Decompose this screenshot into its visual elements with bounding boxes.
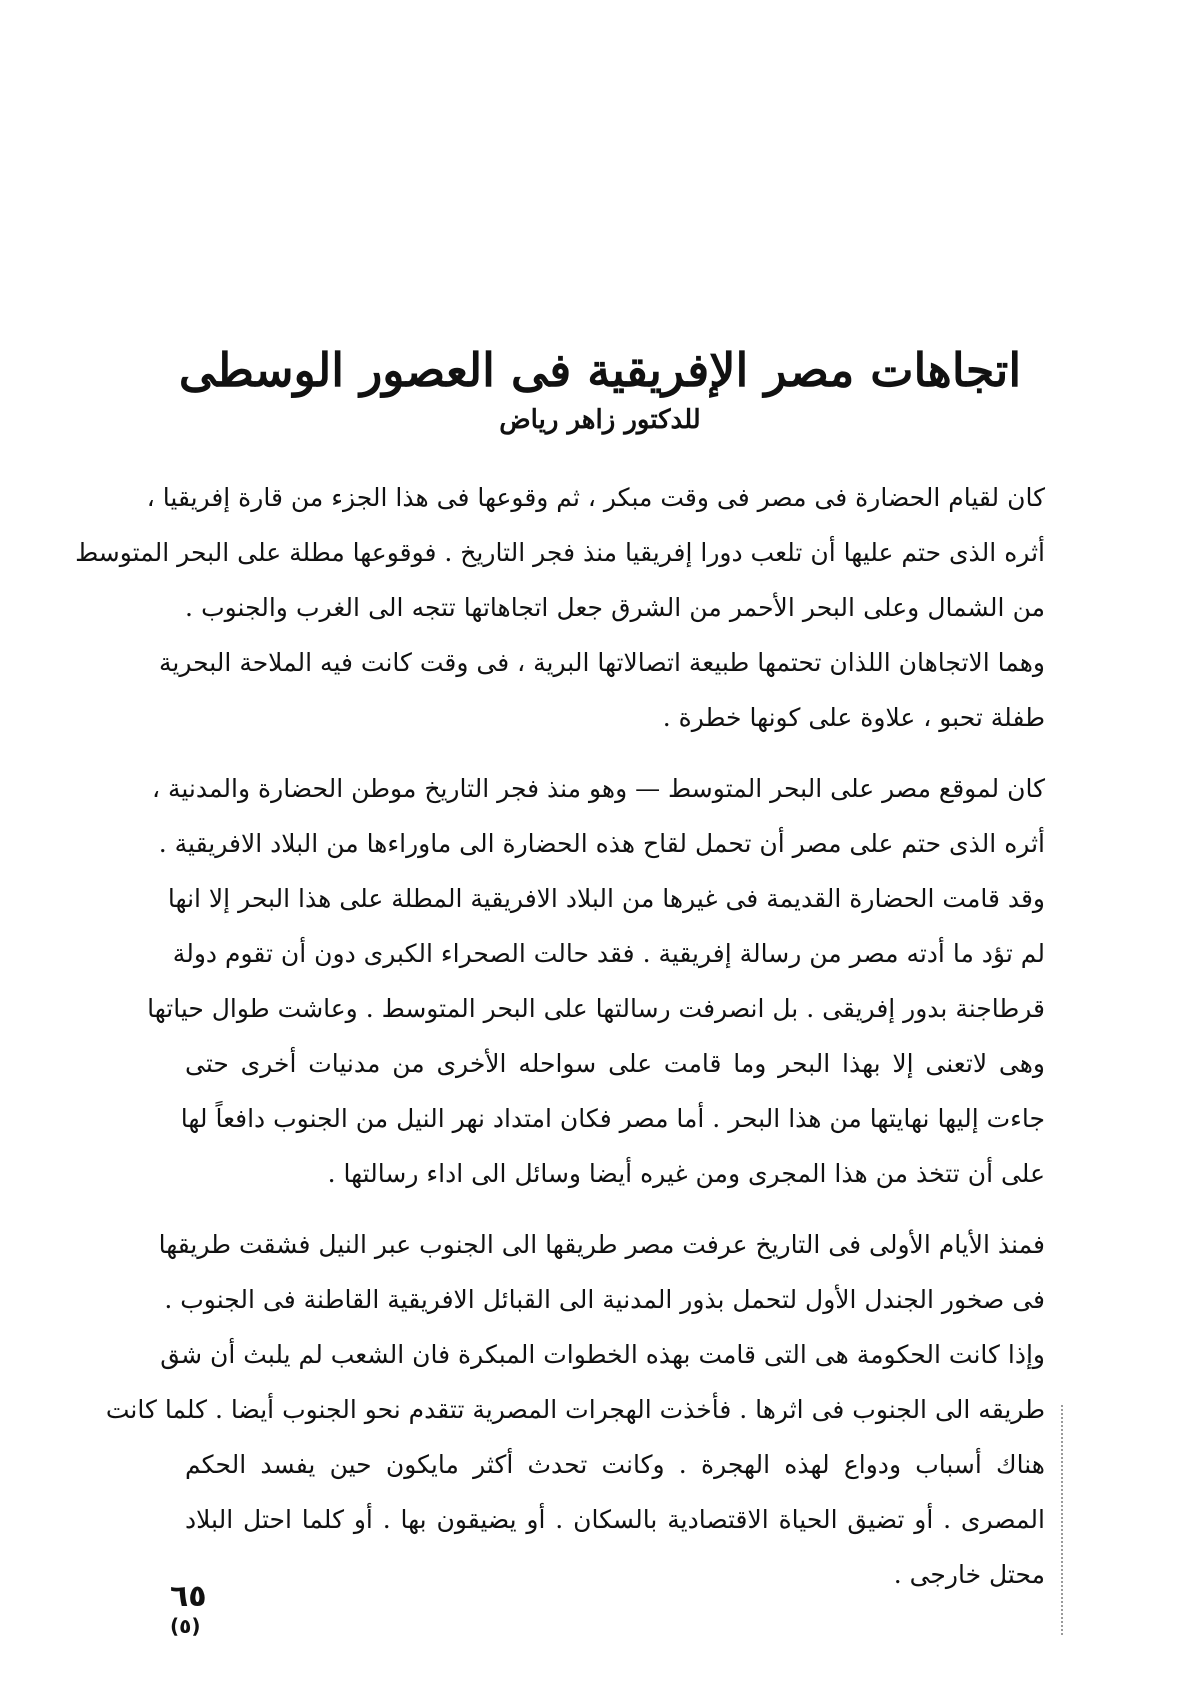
text-line: على أن تتخذ من هذا المجرى ومن غيره أيضا وسائل الى اداء رسالتها .	[327, 1159, 1045, 1188]
text-line: كان لقيام الحضارة فى مصر فى وقت مبكر ، ثم وقوعها فى هذا الجزء من قارة إفريقيا ،	[146, 483, 1045, 512]
page-number: ٦٥	[170, 1579, 207, 1614]
text-line: فى صخور الجندل الأول لتحمل بذور المدنية الى القبائل الافريقية القاطنة فى الجنوب .	[164, 1285, 1045, 1314]
article-title: اتجاهات مصر الإفريقية فى العصور الوسطى	[178, 342, 1022, 397]
text-line: أثره الذى حتم على مصر أن تحمل لقاح هذه الحضارة الى ماوراءها من البلاد الافريقية .	[158, 829, 1045, 858]
author-byline: للدكتور زاهر رياض	[499, 405, 701, 435]
page-footer	[170, 1580, 260, 1638]
text-line: محتل خارجى .	[893, 1560, 1045, 1589]
text-line: قرطاجنة بدور إفريقى . بل انصرفت رسالتها على البحر المتوسط . وعاشت طوال حياتها	[147, 994, 1045, 1023]
text-line: فمنذ الأيام الأولى فى التاريخ عرفت مصر طريقها الى الجنوب عبر النيل فشقت طريقها	[158, 1230, 1045, 1259]
text-line: هناك أسباب ودواع لهذه الهجرة . وكانت تحدث أكثر مايكون حين يفسد الحكم	[185, 1450, 1045, 1479]
article-body	[75, 470, 1045, 1618]
margin-dotted-line	[1061, 1405, 1065, 1635]
paragraph-2	[147, 761, 1045, 1201]
text-line: جاءت إليها نهايتها من هذا البحر . أما مصر فكان امتداد نهر النيل من الجنوب دافعاً لها	[180, 1104, 1045, 1133]
signature-number: (٥)	[170, 1613, 201, 1638]
text-line: لم تؤد ما أدته مصر من رسالة إفريقية . فقد حالت الصحراء الكبرى دون أن تقوم دولة	[172, 939, 1045, 968]
text-line: كان لموقع مصر على البحر المتوسط — وهو منذ فجر التاريخ موطن الحضارة والمدنية ،	[151, 774, 1045, 803]
text-line: وهما الاتجاهان اللذان تحتمها طبيعة اتصالاتها البرية ، فى وقت كانت فيه الملاحة البحرية	[158, 648, 1045, 677]
paragraph-1	[75, 470, 1045, 745]
text-line: وهى لاتعنى إلا بهذا البحر وما قامت على سواحله الأخرى من مدنيات أخرى حتى	[185, 1049, 1045, 1078]
text-line: من الشمال وعلى البحر الأحمر من الشرق جعل اتجاهاتها تتجه الى الغرب والجنوب .	[185, 593, 1045, 622]
text-line: أثره الذى حتم عليها أن تلعب دورا إفريقيا منذ فجر التاريخ . فوقوعها مطلة على البحر المتوسط	[75, 538, 1045, 567]
text-line: طفلة تحبو ، علاوة على كونها خطرة .	[662, 703, 1045, 732]
text-line: وإذا كانت الحكومة هى التى قامت بهذه الخطوات المبكرة فان الشعب لم يلبث أن شق	[160, 1340, 1045, 1369]
text-line: طريقه الى الجنوب فى اثرها . فأخذت الهجرات المصرية تتقدم نحو الجنوب أيضا . كلما كانت	[105, 1395, 1045, 1424]
text-line: وقد قامت الحضارة القديمة فى غيرها من البلاد الافريقية المطلة على هذا البحر إلا انها	[167, 884, 1045, 913]
text-line: المصرى . أو تضيق الحياة الاقتصادية بالسكان . أو يضيقون بها . أو كلما احتل البلاد	[185, 1505, 1045, 1534]
